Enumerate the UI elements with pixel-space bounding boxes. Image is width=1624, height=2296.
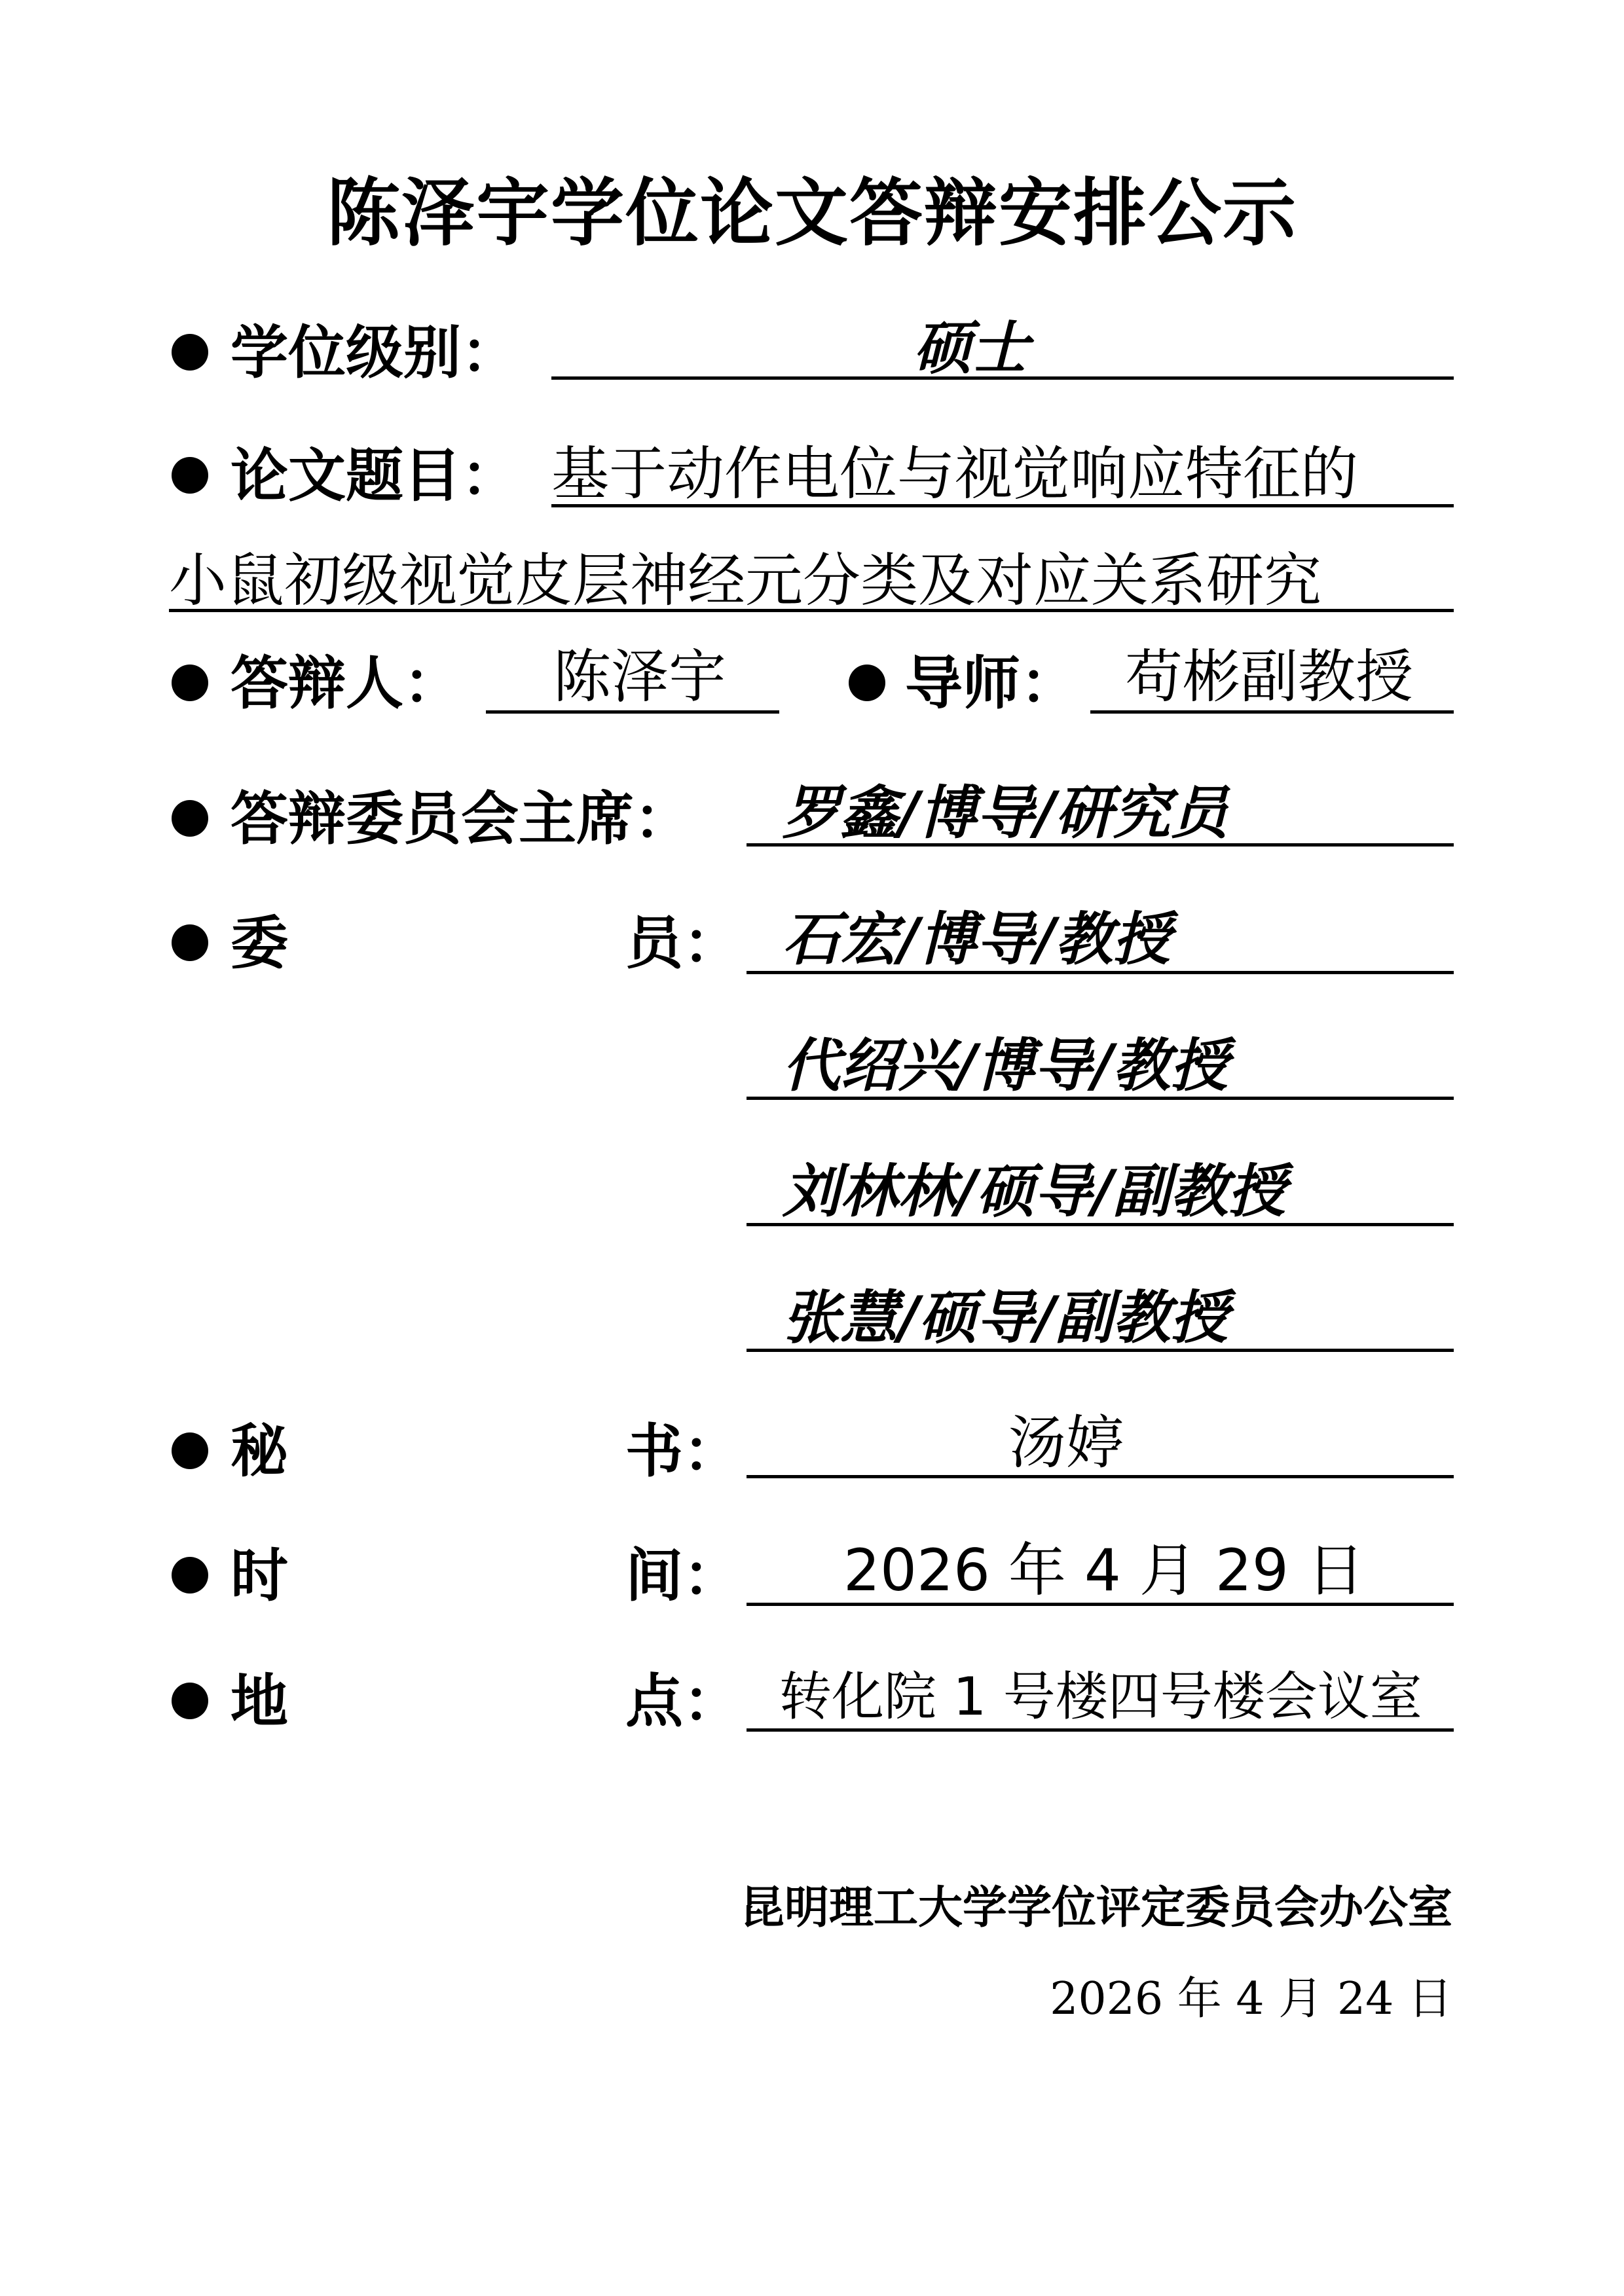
members-label-right: 员： [625, 909, 741, 977]
time-label-right: 间： [625, 1542, 741, 1609]
time-value: 2026 年 4 月 29 日 [843, 1537, 1365, 1604]
advisor-label: 导师： [905, 649, 1079, 717]
candidate-underline [486, 710, 779, 714]
thesis-label: 论文题目： [231, 442, 519, 509]
place-underline [747, 1728, 1454, 1732]
thesis-underline-2 [169, 609, 1454, 612]
bullet-icon [172, 1683, 208, 1719]
bullet-icon [172, 1557, 208, 1594]
chair-underline [747, 843, 1454, 847]
candidate-label: 答辩人： [231, 649, 462, 717]
secretary-value: 汤婷 [1008, 1409, 1124, 1476]
member-value: 代绍兴/博导/教授 [783, 1031, 1228, 1099]
members-label-left: 委 [231, 909, 289, 977]
degree-value: 硕士 [913, 314, 1029, 382]
chair-value: 罗鑫/博导/研究员 [783, 778, 1228, 847]
degree-underline [551, 376, 1454, 380]
bullet-icon [172, 334, 208, 371]
page-title: 陈泽宇学位论文答辩安排公示 [327, 171, 1297, 256]
thesis-value-line1: 基于动作电位与视觉响应特征的 [551, 440, 1359, 507]
issue-date: 2026 年 4 月 24 日 [1050, 1973, 1452, 2025]
place-value: 转化院 1 号楼四号楼会议室 [779, 1666, 1422, 1727]
advisor-value: 苟彬副教授 [1125, 643, 1414, 710]
bullet-icon [172, 665, 208, 701]
bullet-icon [172, 800, 208, 837]
bullet-icon [849, 665, 885, 701]
member-underline [747, 1097, 1454, 1100]
time-underline [747, 1603, 1454, 1606]
member-underline [747, 971, 1454, 974]
bullet-icon [172, 457, 208, 494]
member-value: 刘林林/硕导/副教授 [783, 1157, 1286, 1225]
secretary-underline [747, 1475, 1454, 1478]
time-label-left: 时 [231, 1542, 289, 1609]
thesis-value-line2: 小鼠初级视觉皮层神经元分类及对应关系研究 [169, 547, 1322, 614]
issuing-organization: 昆明理工大学学位评定委员会办公室 [739, 1882, 1452, 1934]
member-value: 石宏/博导/教授 [783, 905, 1171, 973]
place-label-right: 点： [625, 1667, 741, 1735]
member-underline [747, 1223, 1454, 1226]
thesis-underline-1 [551, 504, 1454, 507]
place-label-left: 地 [231, 1667, 289, 1735]
bullet-icon [172, 924, 208, 961]
candidate-value: 陈泽宇 [553, 643, 727, 710]
advisor-underline [1090, 710, 1454, 714]
member-value: 张慧/硕导/副教授 [783, 1283, 1228, 1351]
member-underline [747, 1349, 1454, 1352]
bullet-icon [172, 1432, 208, 1469]
secretary-label-left: 秘 [231, 1417, 289, 1485]
secretary-label-right: 书： [625, 1417, 741, 1485]
degree-label: 学位级别： [231, 319, 519, 386]
chair-label: 答辩委员会主席： [231, 785, 692, 852]
